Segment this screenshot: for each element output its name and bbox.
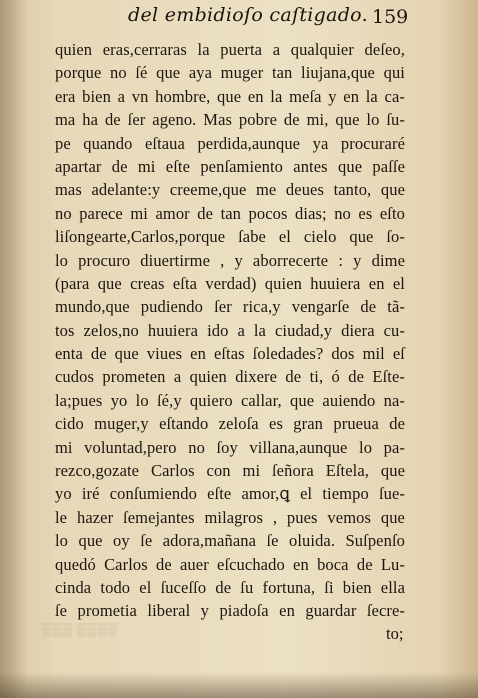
- text-line: mas adelante:y creeme,que me deues tanto, que: [55, 180, 405, 200]
- text-line: tos zelos,no huuiera ido a la ciudad,y diera cu-: [55, 320, 405, 340]
- text-line: liſongearte,Carlos,porque ſabe el cielo que ſo-: [55, 227, 405, 247]
- text-line: cudos prometen a quien dixere de ti, ó de Eſte-: [55, 367, 405, 387]
- text-line: lo procuro diuertirme , y aborrecerte : y dime: [55, 250, 405, 270]
- body-text: [55, 38, 405, 623]
- text-line: no parece mi amor de tan pocos dias; no es eſto: [55, 203, 405, 223]
- catchword: to;: [386, 624, 404, 643]
- text-line: mi voluntad,pero no ſoy villana,aunque lo pa-: [55, 437, 405, 457]
- gutter-shadow: [0, 0, 28, 698]
- text-line: enta de que viues en eſtas ſoledades? dos mil eſ: [55, 344, 405, 364]
- text-line: lo que oy ſe adora,mañana ſe oluida. Suſpenſo: [55, 531, 405, 551]
- text-line: ma ha de ſer ageno. Mas pobre de mi, que lo ſu-: [55, 110, 405, 130]
- text-line: yo iré conſumiendo eſte amor,ꝗ el tiempo ſue-: [55, 484, 405, 504]
- text-line: la;pues yo lo ſé,y quiero callar, que auiendo na-: [55, 390, 405, 410]
- text-line: (para que creas eſta verdad) quien huuiera en el: [55, 273, 405, 293]
- text-line: era bien a vn hombre, que en la meſa y en la ca-: [55, 86, 405, 106]
- page-number: 159: [372, 6, 409, 28]
- text-line: ſe prometia liberal y piadoſa en guardar ſecre-: [55, 601, 405, 621]
- text-line: quedó Carlos de auer eſcuchado en boca de Lu-: [55, 554, 405, 574]
- text-line: mundo,que pudiendo ſer rica,y vengarſe de tã-: [55, 297, 405, 317]
- text-line: apartar de mi eſte penſamiento antes que paſſe: [55, 156, 405, 176]
- page-bottom-shadow: [0, 672, 478, 698]
- text-line: pe quando eſtaua perdida,aunque ya procuraré: [55, 133, 405, 153]
- text-line: rezco,gozate Carlos con mi ſeñora Eſtela, que: [55, 461, 405, 481]
- show-through-ink: ▒▒▒ ▒▒▒▒: [42, 622, 118, 637]
- running-title: del embidioſo caſtigado.: [128, 4, 368, 26]
- text-line: quien eras,cerraras la puerta a qualquier deſeo,: [55, 40, 405, 59]
- text-line: porque no ſé que aya muger tan liujana,que qui: [55, 63, 405, 83]
- text-line: le hazer ſemejantes milagros , pues vemos que: [55, 507, 405, 527]
- text-line: cinda todo el ſuceſſo de ſu fortuna, ſi bien ella: [55, 577, 405, 597]
- text-line: cido muger,y eſtando zeloſa es gran prueua de: [55, 414, 405, 434]
